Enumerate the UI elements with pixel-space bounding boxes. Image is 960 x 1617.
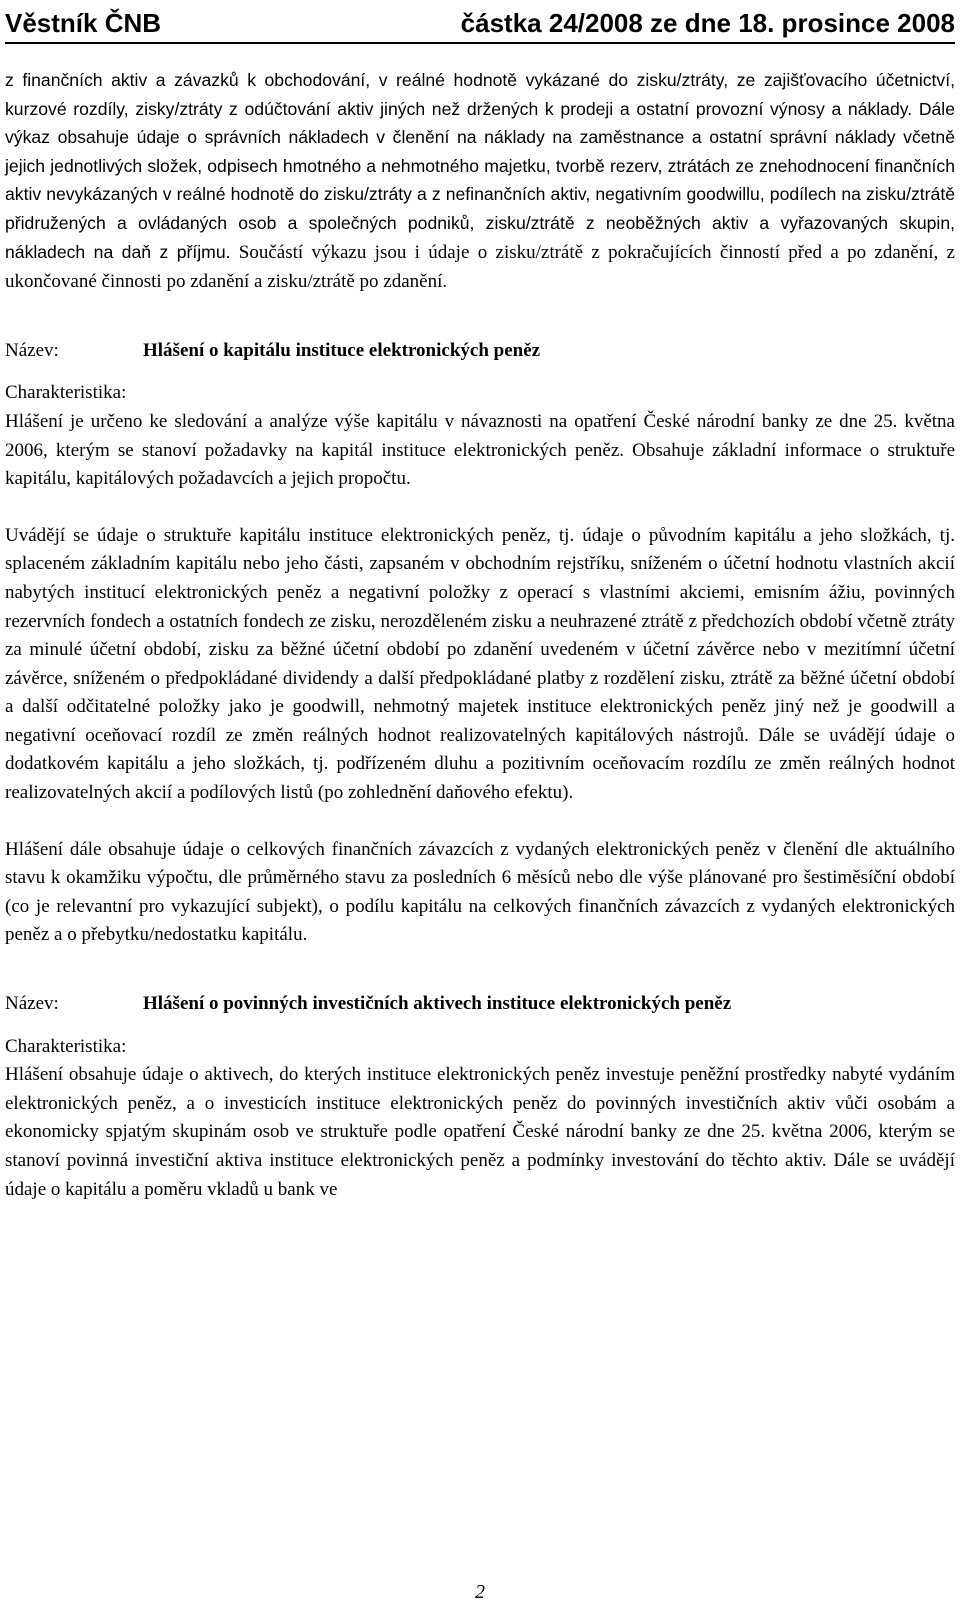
section2-paragraph-1: Hlášení obsahuje údaje o aktivech, do kterých instituce elektronických peněz investuje peněžní prostředky nabyté vydáním elektronických peněz, a o investicích instituce elektronických peněz do povinných investičních aktiv vůči osobám a ekonomicky spjatým skupinám osob ve struktuře podle opatření České národní banky ze dne 25. května 2006, kterým se stanoví povinná investiční aktiva instituce elektronických peněz a podmínky investování do těchto aktiv. Dále se uvádějí údaje o kapitálu a poměru vkladů u bank ve bbox=[5, 1064, 955, 1200]
intro-text: z finančních aktiv a závazků k obchodování, v reálné hodnotě vykázané do zisku/ztráty, ze zajišťovacího účetnictví, kurzové rozdíly, zisky/ztráty z odúčtování aktiv jiných než držených k prodeji a ostatní provozní výnosy a náklady. Dále výkaz obsahuje údaje o správních nákladech v členění na náklady na zaměstnance a ostatní správní náklady včetně jejich jednotlivých složek, odpisech hmotného a nehmotného majetku, tvorbě rezerv, ztrátách ze znehodnocení finančních aktiv nevykázaných v reálné hodnotě do zisku/ztráty a z nefinančních aktiv, negativním goodwillu, podílech na zisku/ztrátě přidružených a ovládaných osob a společných podniků, zisku/ztrátě z neoběžných aktiv a vyřazovaných skupin, nákladech na daň z příjmu. bbox=[5, 70, 955, 262]
issue-info: částka 24/2008 ze dne 18. prosince 2008 bbox=[460, 8, 955, 38]
section1-paragraph-2: Uvádějí se údaje o struktuře kapitálu instituce elektronických peněz, tj. údaje o původním kapitálu a jeho složkách, tj. splaceném základním kapitálu nebo jeho části, zapsaném v obchodním rejstříku, sníženém o účetní hodnotu vlastních akcií nabytých institucí elektronických peněz a negativní položky z operací s vlastními akciemi, emisním ážiu, povinných rezervních fondech a ostatních fondech ze zisku, nerozděleném zisku a neuhrazené ztrátě z předchozích období včetně ztráty za minulé účetní období, zisku za běžné účetní období po zdanění uvedeném v účetní závěrce nebo v mezitímní účetní závěrce, sníženém o předpokládané dividendy a další předpokládané platby z rozdělení zisku, ztrátě za běžné účetní období a další odčitatelné položky jako je goodwill, nehmotný majetek instituce elektronických peněz jiný než je goodwill a negativní oceňovací rozdíl ze změn reálných hodnot realizovatelných kapitálových nástrojů. Dále se uvádějí údaje o dodatkovém kapitálu a jeho složkách, tj. podřízeném dluhu a pozitivním oceňovacím rozdílu ze změn reálných hodnot realizovatelných akcií a podílových listů (po zohlednění daňového efektu). bbox=[5, 524, 955, 804]
section1-name-label: Název: bbox=[5, 339, 59, 361]
spacer bbox=[5, 1019, 955, 1033]
spacer bbox=[5, 365, 955, 379]
section1-paragraph-3: Hlášení dále obsahuje údaje o celkových finančních závazcích z vydaných elektronických peněz v členění dle aktuálního stavu k okamžiku výpočtu, dle průměrného stavu za posledních 6 měsíců nebo dle výše plánované pro šestiměsíční období (co je relevantní pro vykazující subjekt), o podílu kapitálu na celkových finančních závazcích z vydaných elektronických peněz a o přebytku/nedostatku kapitálu. bbox=[5, 838, 955, 946]
section1-paragraph-1: Hlášení je určeno ke sledování a analýze výše kapitálu v návaznosti na opatření České národní banky ze dne 25. května 2006, kterým se stanoví požadavky na kapitál instituce elektronických peněz. Obsahuje základní informace o struktuře kapitálu, kapitálových požadavcích a jejich propočtu. bbox=[5, 410, 955, 490]
spacer bbox=[5, 950, 955, 990]
intro-paragraph bbox=[5, 66, 955, 297]
page-header bbox=[5, 4, 955, 44]
document-body bbox=[5, 66, 955, 1204]
intro-text-tail: Součástí výkazu jsou i údaje o zisku/ztrátě z pokračujících činností před a po zdanění, z ukončované činnosti po zdanění a zisku/ztrátě po zdanění. bbox=[5, 241, 955, 293]
section1-title: Hlášení o kapitálu instituce elektronických peněz bbox=[143, 339, 541, 361]
spacer bbox=[5, 297, 955, 337]
section2-name-row bbox=[5, 990, 955, 1019]
section1-name-row bbox=[5, 337, 955, 366]
section2-title: Hlášení o povinných investičních aktivech instituce elektronických peněz bbox=[143, 993, 732, 1015]
spacer bbox=[5, 808, 955, 836]
spacer bbox=[5, 494, 955, 522]
journal-title: Věstník ČNB bbox=[5, 8, 162, 38]
header-rule bbox=[5, 42, 955, 44]
section1-char-label: Charakteristika: bbox=[5, 382, 127, 404]
section2-char-label: Charakteristika: bbox=[5, 1035, 127, 1057]
section2-name-label: Název: bbox=[5, 993, 59, 1015]
page-number: 2 bbox=[475, 1581, 485, 1603]
